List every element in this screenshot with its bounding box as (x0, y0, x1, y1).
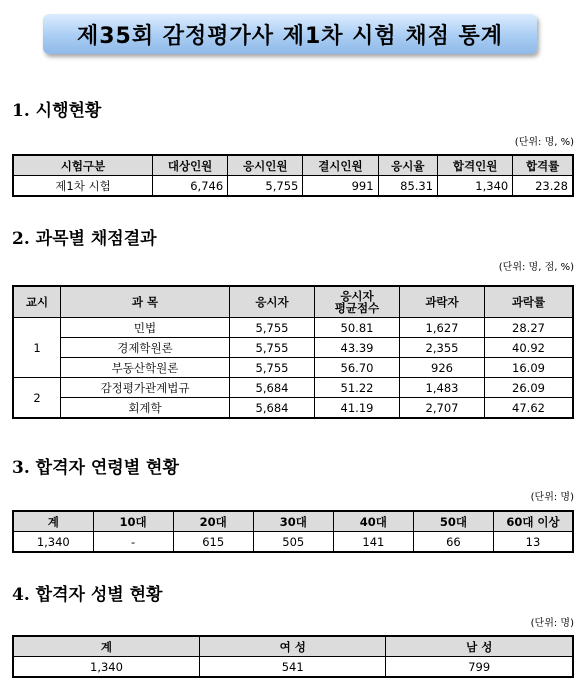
section-3-unit: (단위: 명) (530, 492, 574, 503)
table-cell: 6,746 (153, 176, 228, 197)
table-header-row (13, 636, 573, 657)
table-cell: 13 (493, 532, 573, 553)
table-cell: 66 (413, 532, 493, 553)
table-cell: 5,684 (230, 378, 315, 398)
section-2-unit: (단위: 명, 점, %) (498, 262, 574, 273)
header-cell: 남 성 (386, 636, 573, 657)
header-cell: 시험구분 (13, 155, 153, 176)
age-table (12, 510, 574, 553)
header-cell: 계 (13, 511, 93, 532)
header-cell: 응시자 (230, 286, 315, 318)
table-row (13, 358, 573, 378)
table-cell: 505 (253, 532, 333, 553)
header-cell: 결시인원 (303, 155, 378, 176)
section-4-unit: (단위: 명) (530, 618, 574, 629)
section-2-title: 2. 과목별 채점결과 (12, 229, 157, 249)
table-cell: 40.92 (485, 338, 574, 358)
subject-cell: 감정평가관계법규 (61, 378, 230, 398)
table-row (13, 378, 573, 398)
header-cell: 20대 (173, 511, 253, 532)
table-row (13, 338, 573, 358)
table-cell: 43.39 (315, 338, 400, 358)
table-cell: 1,483 (400, 378, 485, 398)
header-cell: 계 (13, 636, 199, 657)
table-cell: 16.09 (485, 358, 574, 378)
header-cell: 10대 (93, 511, 173, 532)
table-cell: 991 (303, 176, 378, 197)
table-cell: 799 (386, 657, 573, 678)
header-cell: 40대 (333, 511, 413, 532)
table-cell: 541 (199, 657, 385, 678)
table-cell: 23.28 (513, 176, 573, 197)
table-row (13, 532, 573, 553)
table-row (13, 657, 573, 678)
table-header-row (13, 511, 573, 532)
subject-cell: 경제학원론 (61, 338, 230, 358)
table-cell: 56.70 (315, 358, 400, 378)
table-row (13, 318, 573, 338)
subject-cell: 회계학 (61, 398, 230, 419)
table-cell: 제1차 시험 (13, 176, 153, 197)
table-cell: 1,340 (438, 176, 513, 197)
table-cell: 5,755 (230, 318, 315, 338)
header-cell: 교시 (13, 286, 61, 318)
table-cell: 141 (333, 532, 413, 553)
table-cell: 47.62 (485, 398, 574, 419)
header-cell: 응시인원 (228, 155, 303, 176)
table-cell: - (93, 532, 173, 553)
table-cell: 2,355 (400, 338, 485, 358)
gender-table (12, 635, 574, 678)
table-cell: 5,755 (230, 358, 315, 378)
table-cell: 1,340 (13, 657, 199, 678)
header-cell: 과락률 (485, 286, 574, 318)
section-4-title: 4. 합격자 성별 현황 (12, 585, 163, 605)
page-title-banner (43, 14, 537, 54)
status-table (12, 154, 574, 197)
header-cell: 응시율 (378, 155, 438, 176)
session-cell: 1 (13, 318, 61, 378)
table-cell: 2,707 (400, 398, 485, 419)
section-1-unit: (단위: 명, %) (514, 137, 574, 148)
header-cell: 60대 이상 (493, 511, 573, 532)
section-1-title: 1. 시행현황 (12, 101, 102, 121)
header-cell: 대상인원 (153, 155, 228, 176)
header-cell: 과 목 (61, 286, 230, 318)
header-cell: 응시자 평균점수 (315, 286, 400, 318)
header-cell: 합격인원 (438, 155, 513, 176)
table-row (13, 398, 573, 419)
subject-cell: 부동산학원론 (61, 358, 230, 378)
table-cell: 50.81 (315, 318, 400, 338)
table-cell: 26.09 (485, 378, 574, 398)
table-cell: 615 (173, 532, 253, 553)
header-cell: 30대 (253, 511, 333, 532)
table-header-row (13, 286, 573, 318)
table-cell: 41.19 (315, 398, 400, 419)
page-title: 제35회 감정평가사 제1차 시험 채점 통계 (77, 23, 503, 49)
table-header-row (13, 155, 573, 176)
table-cell: 1,340 (13, 532, 93, 553)
table-cell: 5,755 (230, 338, 315, 358)
subject-table (12, 285, 574, 419)
header-cell: 여 성 (199, 636, 385, 657)
header-cell: 과락자 (400, 286, 485, 318)
subject-cell: 민법 (61, 318, 230, 338)
section-3-title: 3. 합격자 연령별 현황 (12, 458, 179, 478)
table-row (13, 176, 573, 197)
table-cell: 5,755 (228, 176, 303, 197)
table-cell: 28.27 (485, 318, 574, 338)
table-cell: 85.31 (378, 176, 438, 197)
header-cell: 합격률 (513, 155, 573, 176)
header-cell: 50대 (413, 511, 493, 532)
table-cell: 1,627 (400, 318, 485, 338)
session-cell: 2 (13, 378, 61, 419)
table-cell: 5,684 (230, 398, 315, 419)
table-cell: 926 (400, 358, 485, 378)
table-cell: 51.22 (315, 378, 400, 398)
